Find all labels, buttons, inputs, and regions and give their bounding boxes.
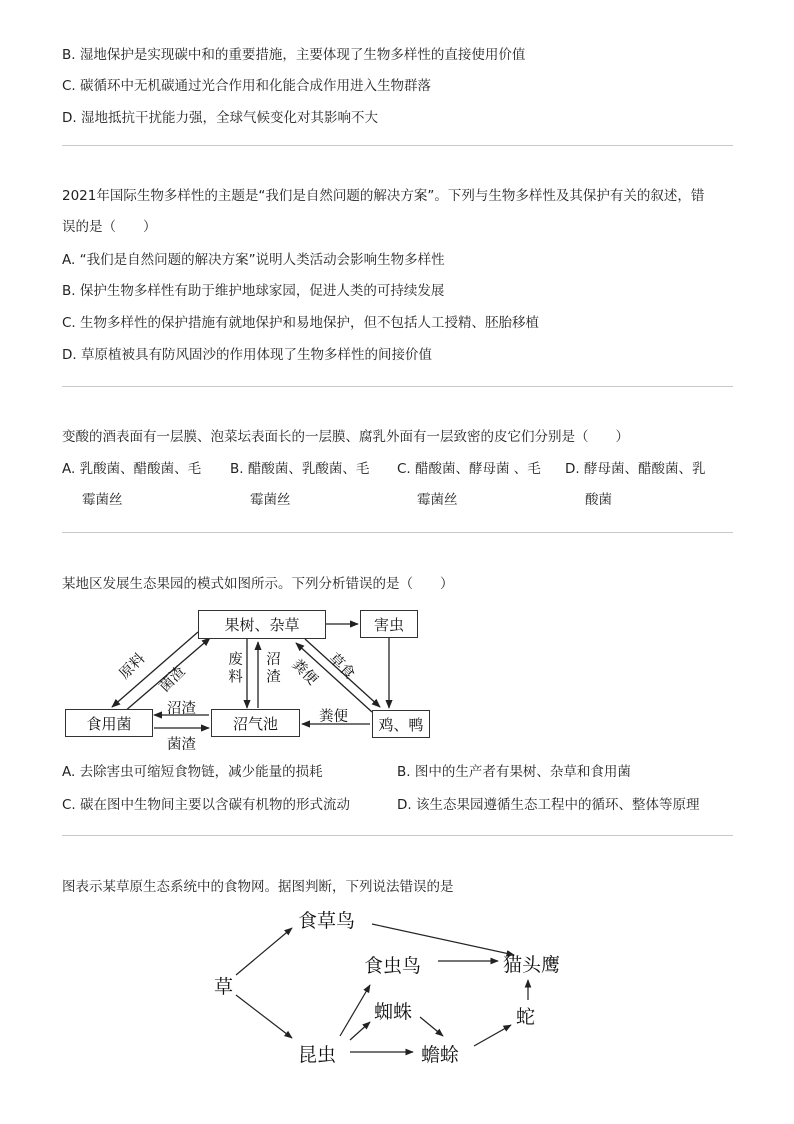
- node-insect: 昆虫: [298, 1044, 337, 1066]
- q3-stem: 某地区发展生态果园的模式如图所示。下列分析错误的是（ ）: [62, 576, 454, 592]
- prev-option-b: B. 湿地保护是实现碳中和的重要措施，主要体现了生物多样性的直接使用价值: [62, 47, 526, 63]
- label-fungal-residue-up: 菌渣: [156, 663, 189, 696]
- q2-option-a-line2: 霉菌丝: [82, 492, 123, 508]
- prev-option-d: D. 湿地抵抗干扰能力强，全球气候变化对其影响不大: [62, 110, 378, 126]
- q3-option-c[interactable]: C. 碳在图中生物间主要以含碳有机物的形式流动: [62, 797, 351, 813]
- label-fungal-residue-right: 菌渣: [167, 737, 196, 753]
- node-snake: 蛇: [516, 1006, 536, 1028]
- q1-option-a[interactable]: A. “我们是自然问题的解决方案”说明人类活动会影响生物多样性: [62, 252, 445, 268]
- node-spider: 蜘蛛: [374, 1001, 413, 1023]
- q4-stem: 图表示某草原生态系统中的食物网。据图判断，下列说法错误的是: [62, 879, 454, 895]
- box-fruit-trees-weeds: 果树、杂草: [198, 610, 326, 639]
- node-grass: 草: [214, 976, 234, 998]
- q3-option-a[interactable]: A. 去除害虫可缩短食物链，减少能量的损耗: [62, 764, 323, 780]
- q2-option-c-line2: 霉菌丝: [417, 492, 458, 508]
- node-toad: 蟾蜍: [421, 1044, 460, 1066]
- q1-stem-line2: 误的是（ ）: [62, 219, 157, 235]
- node-herbivorous-bird: 食草鸟: [298, 910, 356, 932]
- label-dung-up: 粪便: [288, 656, 321, 689]
- box-edible-fungi: 食用菌: [65, 709, 153, 737]
- q2-option-d-line2: 酸菌: [585, 492, 612, 508]
- node-owl: 猫头鹰: [503, 954, 561, 976]
- label-dung-left: 粪便: [319, 709, 348, 725]
- divider: [62, 835, 733, 836]
- q1-option-d[interactable]: D. 草原植被具有防风固沙的作用体现了生物多样性的间接价值: [62, 347, 432, 363]
- q2-option-b-line2: 霉菌丝: [250, 492, 291, 508]
- prev-option-c: C. 碳循环中无机碳通过光合作用和化能合成作用进入生物群落: [62, 78, 432, 94]
- q3-option-b[interactable]: B. 图中的生产者有果树、杂草和食用菌: [397, 764, 631, 780]
- node-insectivorous-bird: 食虫鸟: [364, 955, 422, 977]
- q2-option-b-line1: B. 醋酸菌、乳酸菌、毛: [230, 461, 370, 477]
- q1-option-b[interactable]: B. 保护生物多样性有助于维护地球家园，促进人类的可持续发展: [62, 283, 445, 299]
- q2-stem: 变酸的酒表面有一层膜、泡菜坛表面长的一层膜、腐乳外面有一层致密的皮它们分别是（ ）: [62, 429, 629, 445]
- label-waste: 废料: [226, 651, 242, 686]
- label-biogas-slag-left: 沼渣: [167, 701, 196, 717]
- label-raw-material: 原料: [116, 650, 149, 683]
- label-biogas-slag-up: 沼渣: [264, 651, 280, 686]
- q2-option-c-line1: C. 醋酸菌、酵母菌 、毛: [397, 461, 541, 477]
- box-biogas-digester: 沼气池: [211, 709, 300, 737]
- box-chickens-ducks: 鸡、鸭: [372, 710, 430, 738]
- label-herbivory: 草食: [325, 650, 358, 683]
- box-pests: 害虫: [360, 610, 418, 638]
- q3-option-d[interactable]: D. 该生态果园遵循生态工程中的循环、整体等原理: [397, 797, 700, 813]
- q2-option-a-line1: A. 乳酸菌、醋酸菌、毛: [62, 461, 202, 477]
- q2-option-d-line1: D. 酵母菌、醋酸菌、乳: [565, 461, 706, 477]
- q1-stem-line1: 2021年国际生物多样性的主题是“我们是自然问题的解决方案”。下列与生物多样性及其保护有关的叙述，错: [62, 188, 705, 204]
- q1-option-c[interactable]: C. 生物多样性的保护措施有就地保护和易地保护，但不包括人工授精、胚胎移植: [62, 315, 540, 331]
